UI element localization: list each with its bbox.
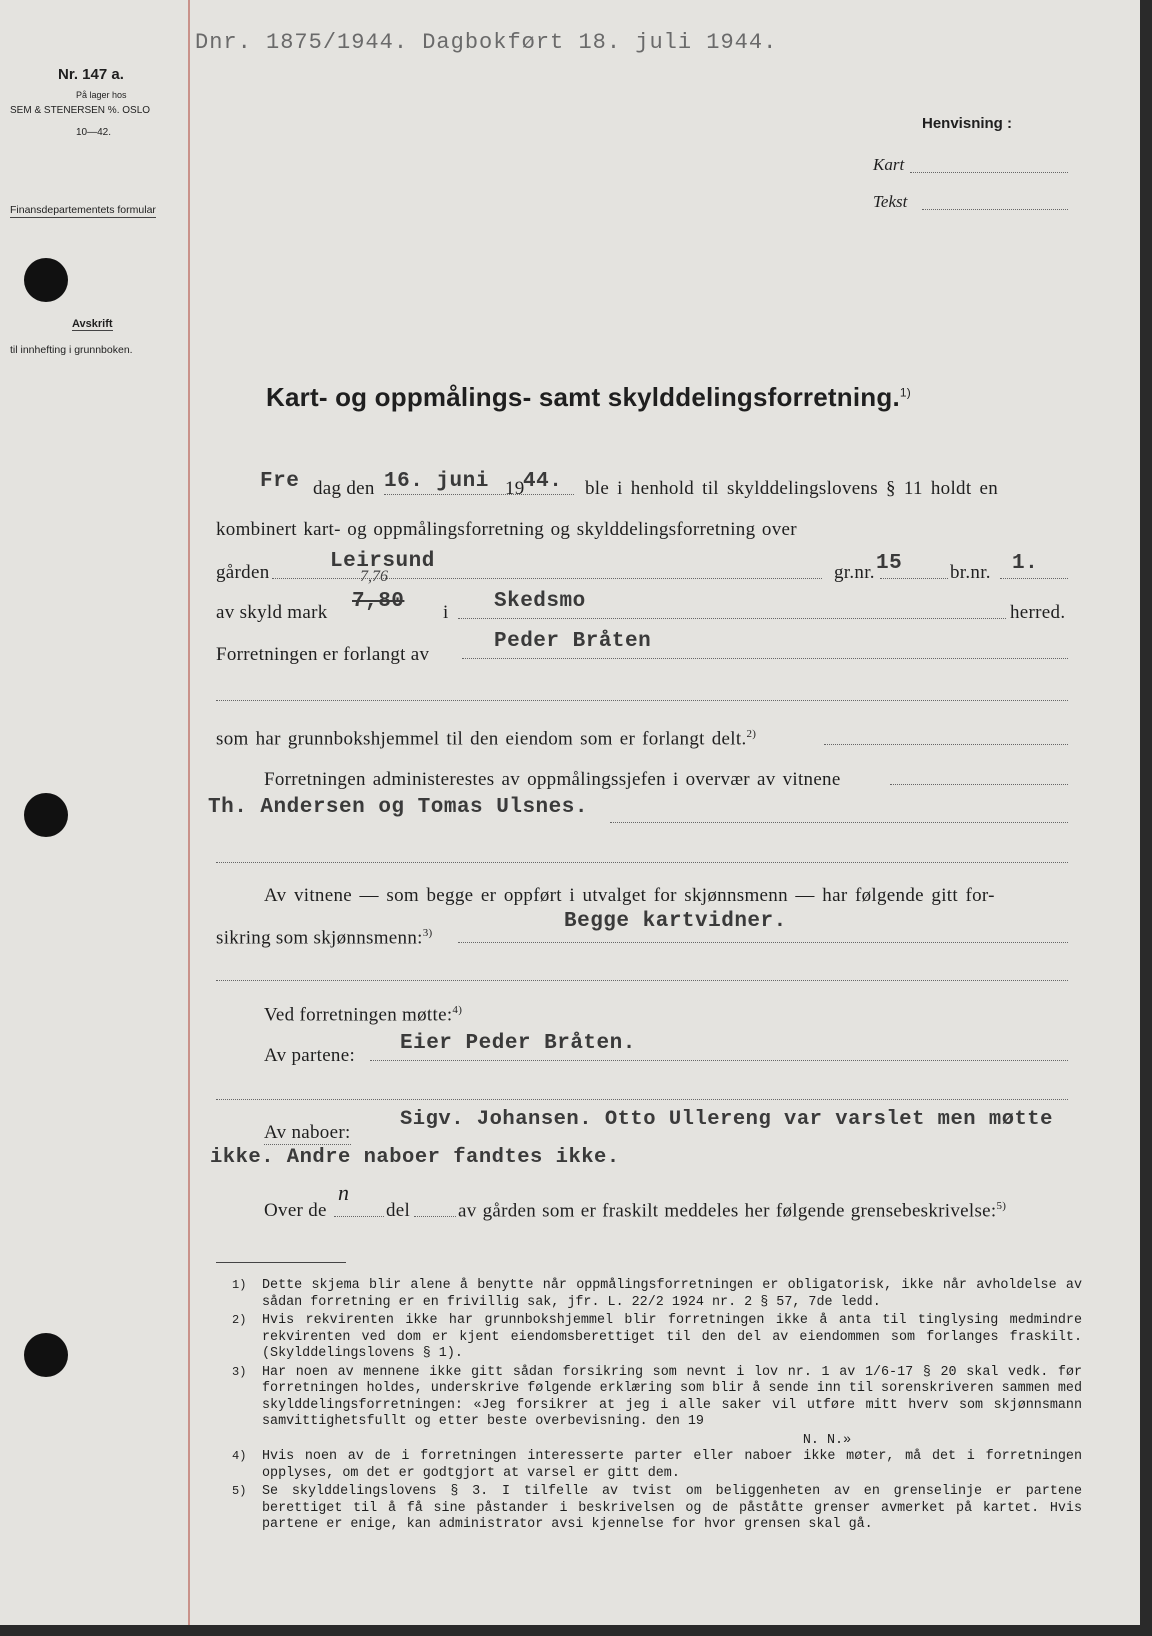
kart-field[interactable] xyxy=(910,172,1068,173)
footnote-text: Har noen av mennene ikke gitt sådan forsikring som nevnt i lov nr. 1 av 1/6-17 § 20 skal vedk. før forretningen holdes, underskrive følgende erklæring som blir å sende inn til sorenskriveren sammen med skylddelingsforretningen: «Jeg forsikrer at jeg i alle saker vil utføre mitt hverv som skjønnsmann samvittighetsfullt og etter beste overbevisning. den 19 xyxy=(262,1364,1082,1429)
vitner-field[interactable] xyxy=(458,942,1068,943)
publisher-line-1: På lager hos xyxy=(76,90,127,100)
kart-label: Kart xyxy=(873,155,905,174)
requested-by-label: Forretningen er forlangt av xyxy=(216,644,430,665)
naboer-label: Av naboer: xyxy=(264,1122,351,1143)
footnote-4 xyxy=(232,1449,1082,1482)
footnote-3 xyxy=(232,1364,1082,1431)
title-footnote-ref: 1) xyxy=(899,385,911,400)
punch-hole-middle xyxy=(24,793,68,837)
registration-stamp: Dnr. 1875/1944. Dagbokført 18. juli 1944. xyxy=(195,30,778,55)
footnote-2 xyxy=(232,1313,1082,1363)
grnr-label: gr.nr. xyxy=(834,562,875,583)
margin-rule xyxy=(188,0,190,1625)
grense-sentence: av gården som er fraskilt meddeles her følgende grensebeskrivelse: xyxy=(458,1200,997,1222)
admin-text: Forretningen administerestes av oppmålingssjefen i overvær av vitnene xyxy=(264,769,841,790)
naboer-value-1: Sigv. Johansen. Otto Ullereng var varslet men møtte xyxy=(400,1108,1053,1131)
hjemmel-sentence: som har grunnbokshjemmel til den eiendom som er forlangt delt. xyxy=(216,728,747,750)
signature-placeholder: N. N.» xyxy=(802,1432,852,1448)
footnote-5 xyxy=(232,1484,1082,1534)
footnote-mark: 1) xyxy=(232,1278,247,1292)
partene-field-2[interactable] xyxy=(216,1099,1068,1100)
punch-hole-bottom xyxy=(24,1333,68,1377)
copy-note: til innhefting i grunnboken. xyxy=(10,344,133,356)
requested-by-field-2[interactable] xyxy=(216,700,1068,701)
witnesses-field-2[interactable] xyxy=(216,862,1068,863)
reference-heading: Henvisning : xyxy=(922,115,1013,132)
partene-value: Eier Peder Bråten. xyxy=(400,1032,636,1055)
vitner-text-2 xyxy=(216,927,432,949)
footnotes xyxy=(232,1278,1082,1536)
vitner-text-1: Av vitnene — som begge er oppført i utvalget for skjønnsmenn — har følgende gitt for- xyxy=(264,885,995,906)
footnote-mark: 5) xyxy=(232,1484,247,1498)
footnote-text: Se skylddelingslovens § 3. I tilfelle av tvist om beliggenheten av en grenselinje er partene berettiget til å få sine påstander i beskrivelsen og de påståtte grenser avmerket på kartet. Hvis partene er enige, kan administrator avsi kjennelse for hvor grensen skal gå. xyxy=(262,1484,1082,1532)
garden-value: Leirsund xyxy=(330,550,435,573)
admin-field[interactable] xyxy=(890,784,1068,785)
title-text: Kart- og oppmålings- samt skylddelingsforretning. xyxy=(266,382,900,412)
herred-value: Skedsmo xyxy=(494,590,586,613)
partene-label: Av partene: xyxy=(264,1045,356,1066)
form-number: Nr. 147 a. xyxy=(58,66,124,83)
footnote-mark: 2) xyxy=(232,1313,247,1327)
skyld-new-value: 7,76 xyxy=(360,568,388,585)
del-field[interactable] xyxy=(414,1216,456,1217)
skyld-old-value: 7,80 xyxy=(352,590,405,613)
publisher-line-3: 10—42. xyxy=(76,127,112,138)
footnote-text: Dette skjema blir alene å benytte når oppmålingsforretningen er obligatorisk, ikke når avholdelse av sådan forretning er en frivillig sak, jfr. L. 22/2 1924 nr. 2 § 57, 7de ledd. xyxy=(262,1278,1082,1310)
publisher-line-2: SEM & STENERSEN %. OSLO xyxy=(10,105,151,116)
requested-by-field[interactable] xyxy=(462,658,1068,659)
footnote-1 xyxy=(232,1278,1082,1311)
footnote-mark: 4) xyxy=(232,1449,247,1463)
year-value: 44. xyxy=(523,470,563,493)
hjemmel-field[interactable] xyxy=(824,744,1068,745)
year-prefix: 19 xyxy=(505,478,525,499)
grense-text xyxy=(458,1200,1006,1222)
grnr-field[interactable] xyxy=(880,578,948,579)
brnr-field[interactable] xyxy=(1000,578,1068,579)
date-field-line[interactable] xyxy=(384,494,574,495)
mote-text xyxy=(264,1004,462,1026)
tekst-field[interactable] xyxy=(922,209,1068,210)
vitner-value: Begge kartvidner. xyxy=(564,910,787,933)
weekday-value: Fre xyxy=(260,470,300,493)
line2-text: kombinert kart- og oppmålingsforretning og skylddelingsforretning over xyxy=(216,519,797,540)
i-label: i xyxy=(443,602,449,623)
line1-text: ble i henhold til skylddelingslovens § 11 holdt en xyxy=(585,478,998,499)
hjemmel-text xyxy=(216,728,756,750)
hjemmel-footnote-ref: 2) xyxy=(746,728,757,740)
skyld-label: av skyld mark xyxy=(216,602,328,623)
requested-by-value: Peder Bråten xyxy=(494,630,652,653)
grense-footnote-ref: 5) xyxy=(996,1200,1007,1212)
tekst-label: Tekst xyxy=(873,192,908,211)
footnote-mark: 3) xyxy=(232,1364,247,1379)
witnesses-value: Th. Andersen og Tomas Ulsnes. xyxy=(208,796,588,819)
document-title xyxy=(266,382,911,413)
over-de-field[interactable] xyxy=(334,1216,384,1217)
garden-field[interactable] xyxy=(272,578,822,579)
punch-hole-top xyxy=(24,258,68,302)
brnr-label: br.nr. xyxy=(950,562,991,583)
partene-field[interactable] xyxy=(370,1060,1068,1061)
footnote-text: Hvis rekvirenten ikke har grunnbokshjemmel blir forretningen ikke å anta til tinglysing medmindre rekvirenten ved dom er kjent eiendomsberettiget til den del av eiendommen som forlanges fraskilt. (Skylddelingslovens § 1). xyxy=(262,1313,1082,1361)
grnr-value: 15 xyxy=(876,552,903,575)
vitner-footnote-ref: 3) xyxy=(422,927,433,939)
over-de-n: n xyxy=(338,1180,349,1205)
witnesses-field[interactable] xyxy=(610,822,1068,823)
footnote-text: Hvis noen av de i forretningen interesserte parter eller naboer ikke møter, må det i forretningen opplyses, om det er godtgjort at varsel er gitt dem. xyxy=(262,1449,1082,1481)
herred-label: herred. xyxy=(1010,602,1066,623)
date-value: 16. juni xyxy=(384,470,489,493)
vitner-field-2[interactable] xyxy=(216,980,1068,981)
vitner-sentence-2: sikring som skjønnsmenn: xyxy=(216,927,423,949)
garden-label: gården xyxy=(216,562,270,583)
footnote-separator xyxy=(216,1262,346,1263)
copy-label: Avskrift xyxy=(72,318,113,330)
naboer-value-2: ikke. Andre naboer fandtes ikke. xyxy=(210,1146,620,1169)
mote-footnote-ref: 4) xyxy=(452,1004,463,1016)
herred-field[interactable] xyxy=(458,618,1006,619)
ministry-form-label: Finansdepartementets formular xyxy=(10,204,156,216)
mote-sentence: Ved forretningen møtte: xyxy=(264,1004,453,1026)
dag-den-label: dag den xyxy=(313,478,375,499)
del-label: del xyxy=(386,1200,411,1221)
brnr-value: 1. xyxy=(1012,552,1039,575)
over-de-label: Over de xyxy=(264,1200,327,1221)
